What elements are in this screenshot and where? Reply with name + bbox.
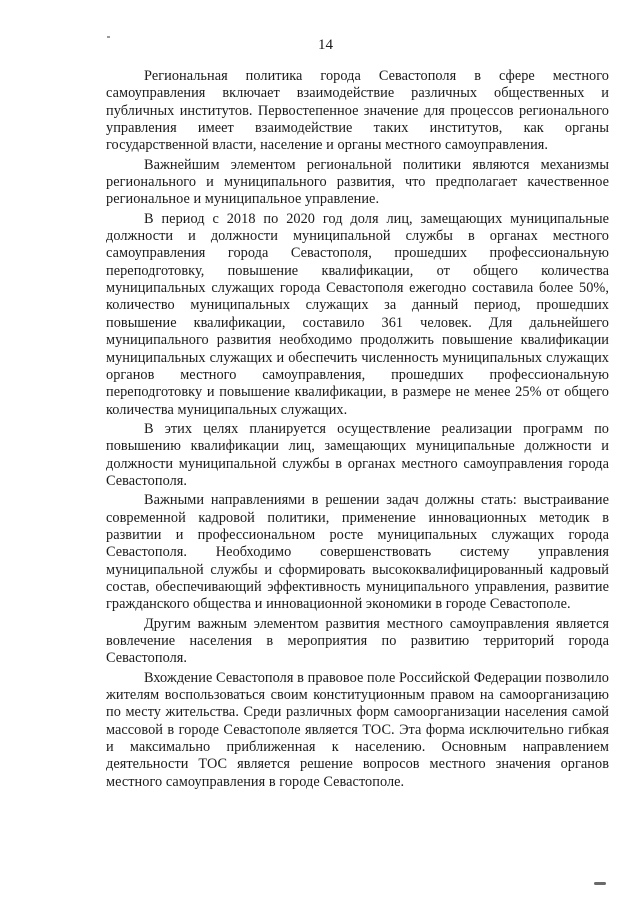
paragraph-training-programs: В этих целях планируется осуществление реализации программ по повышению квалификации лиц, замещающих муниципальные должности и должности муниципальной службы в органах местного самоуправления города Севастополя.	[106, 420, 609, 489]
scan-artifact-mark	[594, 882, 606, 885]
paragraph-citizen-involvement: Другим важным элементом развития местного самоуправления является вовлечение населения в мероприятия по развитию территорий города Севастополя.	[106, 615, 609, 667]
document-body	[106, 68, 609, 793]
paragraph-personnel-policy: Важными направлениями в решении задач должны стать: выстраивание современной кадровой политики, применение инновационных методик в развитии и профессиональном росте муниципальных служащих города Севастополя. Необходимо совершенствовать систему управления муниципальной службы и сформировать высококвалифицированный кадровый состав, обеспечивающий эффективность муниципального управления, развитие гражданского общества и инновационной экономики в городе Севастополе.	[106, 492, 609, 613]
paragraph-development-mechanisms: Важнейшим элементом региональной политики являются механизмы регионального и муниципального развития, что предполагает качественное региональное и муниципальное управление.	[106, 156, 609, 208]
page-number: 14	[318, 37, 333, 53]
paragraph-regional-policy: Региональная политика города Севастополя в сфере местного самоуправления включает взаимодействие различных общественных и публичных институтов. Первостепенное значение для процессов регионального управления имеет взаимодействие таких институтов, как органы государственной власти, население и органы местного самоуправления.	[106, 68, 609, 154]
paragraph-training-statistics: В период с 2018 по 2020 год доля лиц, замещающих муниципальные должности и должности муниципальной службы в органах местного самоуправления города Севастополя, прошедших профессиональную переподготовку, повышение квалификации, от общего количества муниципальных служащих города Севастополя ежегодно составила более 50%, количество муниципальных служащих за данный период, прошедших повышение квалификации, составило 361 человек. Для дальнейшего муниципального развития необходимо продолжить повышение квалификации муниципальных служащих и обеспечить численность муниципальных служащих органов местного самоуправления, прошедших профессиональную переподготовку и повышение квалификации, в размере не менее 25% от общего количества муниципальных служащих.	[106, 210, 609, 418]
paragraph-tos-self-organization: Вхождение Севастополя в правовое поле Российской Федерации позволило жителям воспользоваться своим конституционным правом на самоорганизацию по месту жительства. Среди различных форм самоорганизации населения самой массовой в городе Севастополе является ТОС. Эта форма исключительно гибкая и максимально приближенная к населению. Основным направлением деятельности ТОС является решение вопросов местного значения органов местного самоуправления в городе Севастополе.	[106, 669, 609, 790]
